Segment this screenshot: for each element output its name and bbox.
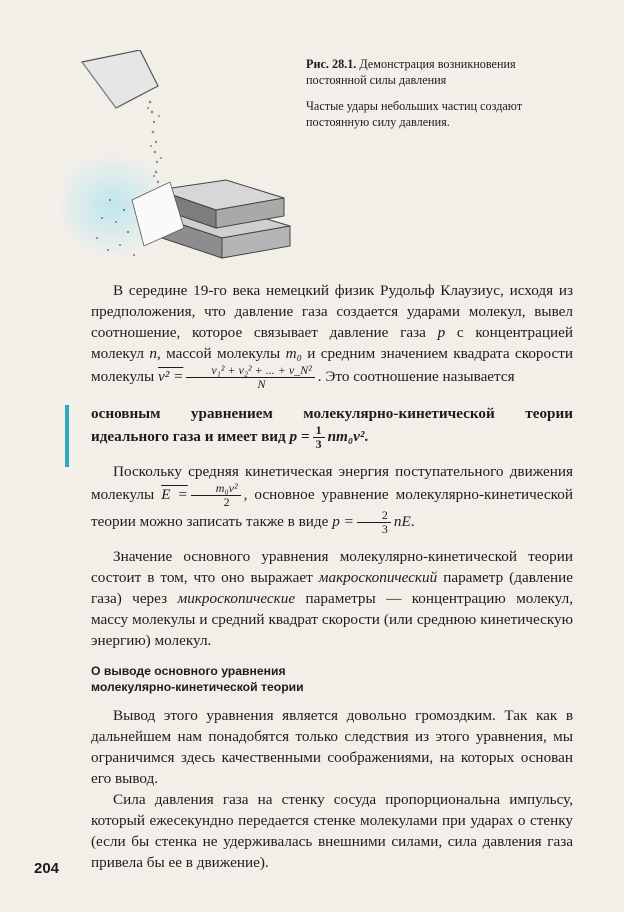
paragraph-pressure-force: Сила давления газа на стенку сосуда пропорциональна импульсу, который ежесекундно передается стенке молекулами при ударах о стенку (если бы стенка не удерживалась внешними силами, сила давления газа привела бы ее в движение). — [91, 791, 573, 871]
definition-block: основным уравнением молекулярно-кинетической теории идеального газа и имеет вид p = $\frac{1}{3}$ nm₀v². — [91, 403, 573, 451]
figure-label: Рис. 28.1. — [306, 57, 357, 71]
kinetic-energy-fraction: $\frac{\text{m₀v²}}{2}$ — [191, 482, 241, 509]
paragraph-significance: Значение основного уравнения молекулярно-кинетической теории состоит в том, что оно выражает макроскопический параметр (давление газа) через микроскопические параметры — концентрацию молекул, массу молекулы и средний квадрат скорости (или среднюю кинетическую энергию) молекул. — [91, 548, 573, 649]
two-thirds-fraction: $\frac{2}{3}$ — [357, 509, 391, 536]
figure-description: Частые удары небольших частиц создают постоянную силу давления. — [306, 99, 523, 129]
paragraph-clausius: В середине 19-го века немецкий физик Рудольф Клаузиус, исходя из предположения, что давление газа создается ударами молекул, вывел соотношение, которое связывает давление газа p с концентрацией молекул n, массой молекулы m₀ и средним значением квадрата скорости молекулы v² = $\frac{\text{v₁² + v₂² + ... + v\_N²}}{N}$ . Это соотношение называется — [91, 282, 573, 391]
section-subheading: О выводе основного уравнения молекулярно-кинетической теории — [91, 664, 304, 694]
page-number: 204 — [34, 860, 60, 877]
mean-square-velocity-fraction: $\frac{\text{v₁² + v₂² + ... + v\_N²}}{N}$ — [186, 364, 314, 391]
pouring-container — [82, 50, 158, 108]
one-third-fraction: $\frac{1}{3}$ — [313, 424, 325, 451]
main-equation-rhs: nm₀v² — [327, 427, 365, 445]
pressure-demo-illustration — [62, 50, 298, 275]
main-text — [91, 280, 573, 873]
figure-title: Демонстрация возникновения постоянной силы давления — [306, 57, 516, 87]
paragraph-energy: Поскольку средняя кинетическая энергия поступательного движения молекулы E = $\frac{\text{m₀v²}}{2}$ , основное уравнение молекулярно-кинетической теории можно записать также в виде p = $\frac{2}{3}$ nE. — [91, 463, 573, 536]
paragraph-derivation: Вывод этого уравнения является довольно громоздким. Так как в дальнейшем нам понадобятся только следствия из этого уравнения, мы ограничимся здесь качественными соображениями, на которых основан его вывод. — [91, 707, 573, 787]
mean-square-velocity-lhs: v² = — [158, 367, 184, 385]
figure-caption — [306, 56, 558, 140]
definition-accent-bar — [65, 405, 69, 467]
